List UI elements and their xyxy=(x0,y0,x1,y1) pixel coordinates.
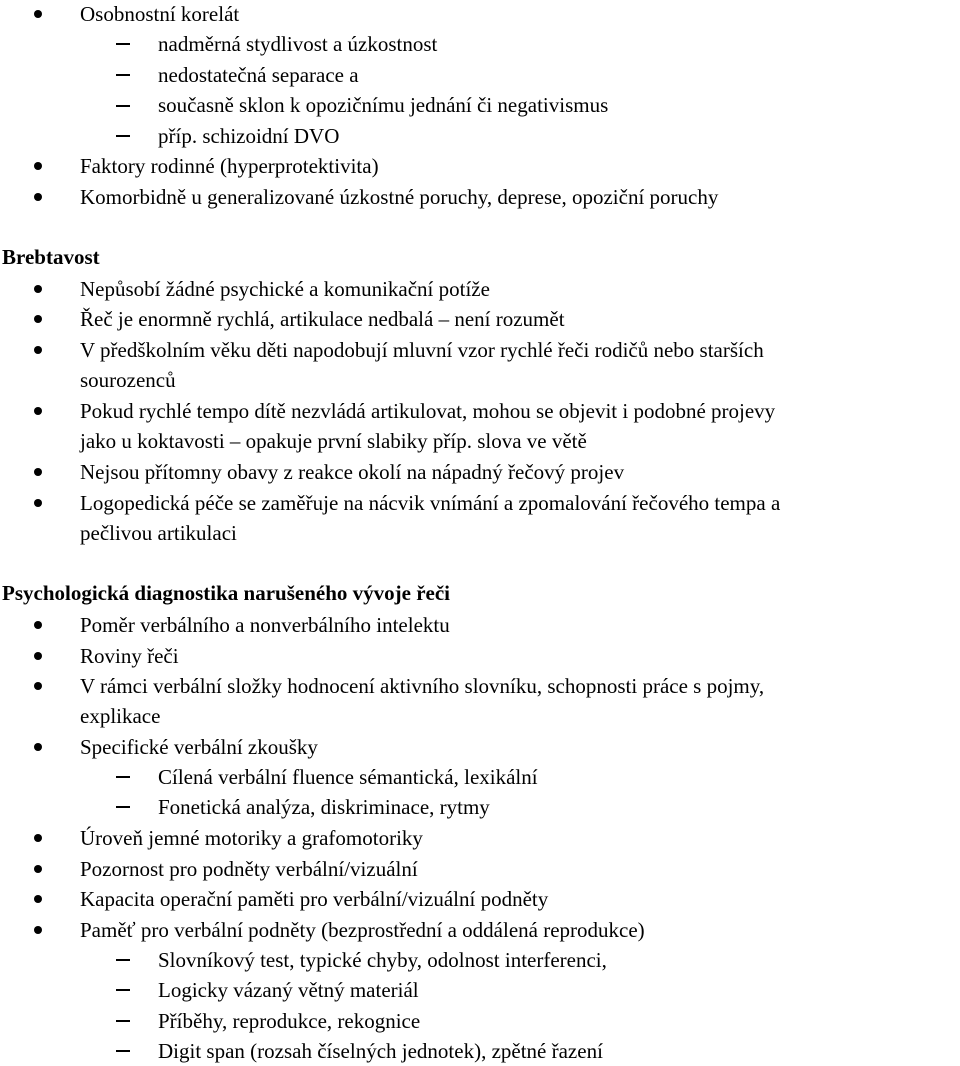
bullet-icon xyxy=(34,895,42,903)
sub-list-item: současně sklon k opozičnímu jednání či negativismus xyxy=(158,93,609,117)
list-item-continuation: explikace xyxy=(80,704,161,728)
dash-icon xyxy=(116,43,130,45)
sub-list-item: Slovníkový test, typické chyby, odolnost interferenci, xyxy=(158,948,607,972)
bullet-icon xyxy=(34,285,42,293)
list-item: Nejsou přítomny obavy z reakce okolí na nápadný řečový projev xyxy=(80,460,625,484)
bullet-icon xyxy=(34,468,42,476)
list-item: Kapacita operační paměti pro verbální/vizuální podněty xyxy=(80,887,549,911)
dash-icon xyxy=(116,1050,130,1052)
sub-list-item: Cílená verbální fluence sémantická, lexikální xyxy=(158,765,538,789)
bullet-icon xyxy=(34,743,42,751)
sub-list-item: Logicky vázaný větný materiál xyxy=(158,978,419,1002)
section-heading: Psychologická diagnostika narušeného vývoje řeči xyxy=(2,581,451,605)
list-item: V předškolním věku děti napodobují mluvní vzor rychlé řeči rodičů nebo starších xyxy=(80,338,764,362)
list-item: Specifické verbální zkoušky xyxy=(80,735,318,759)
sub-list-item: Příběhy, reprodukce, rekognice xyxy=(158,1009,421,1033)
sub-list-item: nedostatečná separace a xyxy=(158,63,359,87)
bullet-icon xyxy=(34,407,42,415)
bullet-icon xyxy=(34,621,42,629)
list-item-continuation: jako u koktavosti – opakuje první slabiky příp. slova ve větě xyxy=(80,429,587,453)
bullet-icon xyxy=(34,865,42,873)
dash-icon xyxy=(116,1020,130,1022)
dash-icon xyxy=(116,806,130,808)
dash-icon xyxy=(116,959,130,961)
bullet-icon xyxy=(34,315,42,323)
bullet-icon xyxy=(34,682,42,690)
list-item: Úroveň jemné motoriky a grafomotoriky xyxy=(80,826,423,850)
dash-icon xyxy=(116,776,130,778)
dash-icon xyxy=(116,105,130,107)
list-item: Faktory rodinné (hyperprotektivita) xyxy=(80,154,379,178)
bullet-icon xyxy=(34,346,42,354)
list-item-continuation: sourozenců xyxy=(80,368,176,392)
list-item-continuation: pečlivou artikulaci xyxy=(80,521,237,545)
sub-list-item: nadměrná stydlivost a úzkostnost xyxy=(158,32,438,56)
bullet-icon xyxy=(34,926,42,934)
bullet-icon xyxy=(34,652,42,660)
dash-icon xyxy=(116,135,130,137)
list-item: V rámci verbální složky hodnocení aktivního slovníku, schopnosti práce s pojmy, xyxy=(80,674,765,698)
dash-icon xyxy=(116,74,130,76)
list-item: Logopedická péče se zaměřuje na nácvik vnímání a zpomalování řečového tempa a xyxy=(80,491,781,515)
bullet-icon xyxy=(34,499,42,507)
sub-list-item: příp. schizoidní DVO xyxy=(158,124,340,148)
list-item: Osobnostní korelát xyxy=(80,2,240,26)
list-item: Roviny řeči xyxy=(80,644,179,668)
dash-icon xyxy=(116,989,130,991)
list-item: Paměť pro verbální podněty (bezprostřední a oddálená reprodukce) xyxy=(80,918,645,942)
list-item: Poměr verbálního a nonverbálního intelektu xyxy=(80,613,450,637)
sub-list-item: Digit span (rozsah číselných jednotek), zpětné řazení xyxy=(158,1039,603,1063)
list-item: Řeč je enormně rychlá, artikulace nedbalá – není rozumět xyxy=(80,307,565,331)
bullet-icon xyxy=(34,834,42,842)
bullet-icon xyxy=(34,193,42,201)
list-item: Nepůsobí žádné psychické a komunikační potíže xyxy=(80,277,490,301)
bullet-icon xyxy=(34,10,42,18)
sub-list-item: Fonetická analýza, diskriminace, rytmy xyxy=(158,795,490,819)
list-item: Pozornost pro podněty verbální/vizuální xyxy=(80,857,418,881)
list-item: Pokud rychlé tempo dítě nezvládá artikulovat, mohou se objevit i podobné projevy xyxy=(80,399,776,423)
section-heading: Brebtavost xyxy=(2,245,100,269)
list-item: Komorbidně u generalizované úzkostné poruchy, deprese, opoziční poruchy xyxy=(80,185,719,209)
bullet-icon xyxy=(34,162,42,170)
